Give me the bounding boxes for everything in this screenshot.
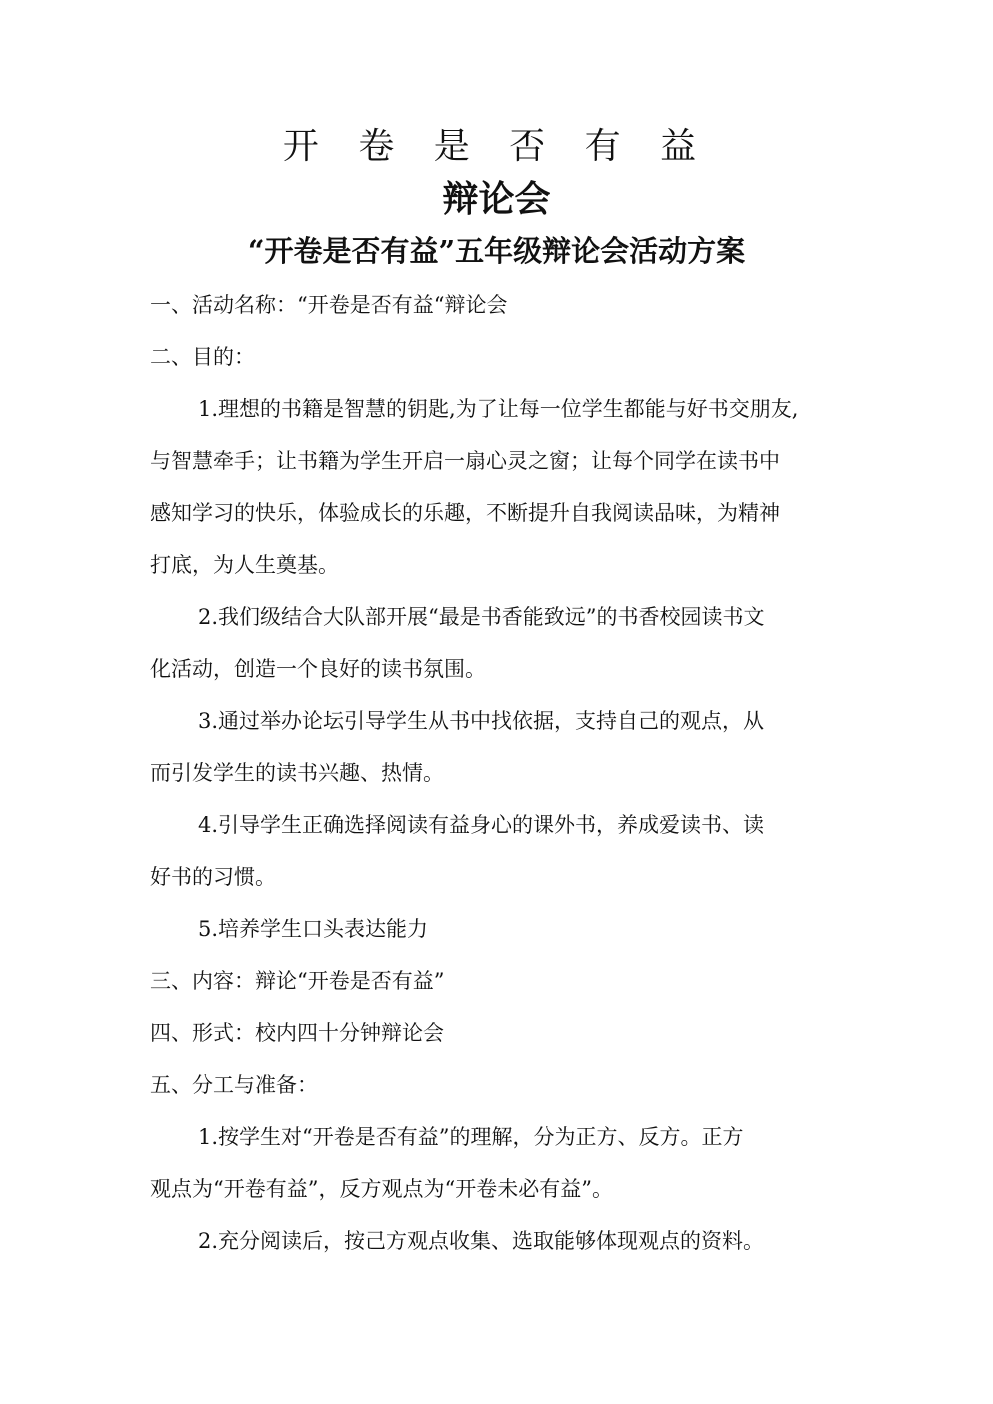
preparation-item-1-line-1: 1.按学生对“开卷是否有益”的理解，分为正方、反方。正方 — [198, 1125, 744, 1149]
section-purpose-heading: 二、目的： — [150, 345, 255, 369]
preparation-item-1-line-2: 观点为“开卷有益”，反方观点为“开卷未必有益”。 — [150, 1177, 613, 1201]
purpose-item-3-line-1: 3.通过举办论坛引导学生从书中找依据，支持自己的观点，从 — [198, 709, 765, 733]
purpose-item-3-line-2: 而引发学生的读书兴趣、热情。 — [150, 761, 444, 785]
preparation-item-2: 2.充分阅读后，按己方观点收集、选取能够体现观点的资料。 — [198, 1229, 765, 1253]
section-preparation-heading: 五、分工与准备： — [150, 1073, 318, 1097]
section-activity-name: 一、活动名称：“开卷是否有益“辩论会 — [150, 293, 508, 317]
purpose-item-1-line-1: 1.理想的书籍是智慧的钥匙,为了让每一位学生都能与好书交朋友, — [198, 397, 799, 421]
document-subtitle: 辩论会 — [442, 178, 551, 220]
document-title: 开 卷 是 否 有 益 — [282, 126, 711, 167]
purpose-item-1-line-4: 打底，为人生奠基。 — [150, 553, 339, 577]
purpose-item-5: 5.培养学生口头表达能力 — [198, 917, 429, 941]
plan-heading: “开卷是否有益”五年级辩论会活动方案 — [247, 234, 746, 268]
purpose-item-4-line-1: 4.引导学生正确选择阅读有益身心的课外书，养成爱读书、读 — [198, 813, 765, 837]
purpose-item-4-line-2: 好书的习惯。 — [150, 865, 276, 889]
purpose-item-2-line-2: 化活动，创造一个良好的读书氛围。 — [150, 657, 486, 681]
purpose-item-1-line-3: 感知学习的快乐，体验成长的乐趣，不断提升自我阅读品味，为精神 — [150, 501, 780, 525]
section-content: 三、内容：辩论“开卷是否有益” — [150, 969, 445, 993]
purpose-item-2-line-1: 2.我们级结合大队部开展“最是书香能致远”的书香校园读书文 — [198, 605, 765, 629]
section-format: 四、形式：校内四十分钟辩论会 — [150, 1021, 444, 1045]
purpose-item-1-line-2: 与智慧牵手；让书籍为学生开启一扇心灵之窗；让每个同学在读书中 — [150, 449, 780, 473]
